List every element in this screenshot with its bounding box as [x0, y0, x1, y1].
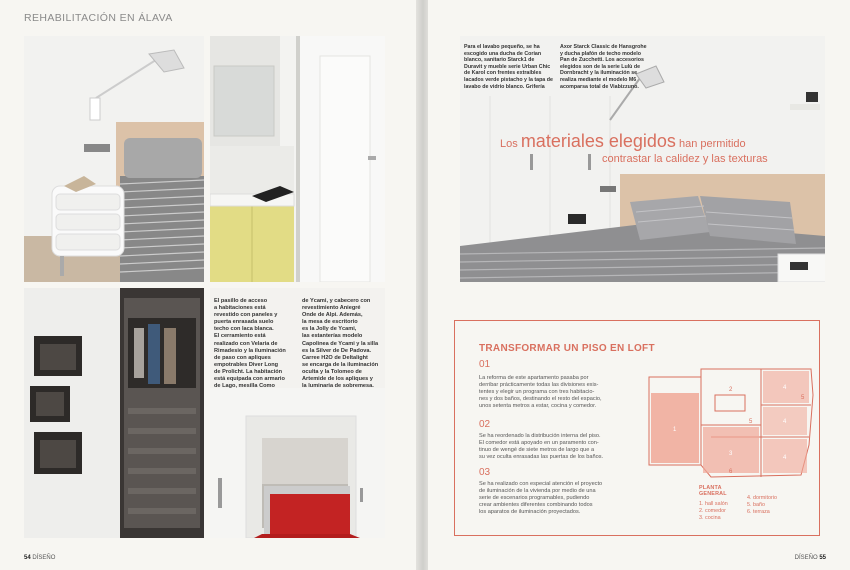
plan-label-4b: 4: [783, 419, 787, 425]
caption-col1: Para el lavabo pequeño, se ha escogido una ducha de Corian blanco, sanitario Starck1 de Duravit y mueble serie Urban Chic de Karol con frentes extraíbles lacados verde pistacho y la tapa de lavabo de vidrio blanco. Grifería: [464, 44, 553, 90]
plan-label-3: 3: [729, 451, 733, 457]
closet-photo: [24, 288, 204, 538]
legend-title: PLANTA GENERAL: [699, 485, 727, 497]
plan-label-4c: 4: [783, 455, 787, 461]
legend-col2: 4. dormitorio 5. baño 6. terraza: [747, 495, 777, 515]
body-text-col1: El pasillo de acceso a habitaciones está revestido con paneles y puerta enrasada suelo techo con laca blanca. El cerramiento está realizado con Velaria de Rimadesio y la iluminación de paso con apliques empotrables Diver Long de Prolicht. La habitación está equipada con armario de Lago, mesilla Como: [214, 298, 286, 390]
caption-col2: Axor Starck Classic de Hansgrohe y ducha plafón de techo modelo Pan de Zucchetti. Los accesorios elegidos son de la serie Lulù de Dornbracht y la iluminación se realiza mediante el modelo M6 acomparsa total de Viabizzuno.: [560, 44, 647, 90]
right-page: [428, 0, 850, 570]
folio-right: DÍSEÑO 55: [794, 555, 826, 561]
corridor-photo: [210, 288, 385, 538]
section-label: REHABILITACIÓN EN ÁLAVA: [24, 12, 173, 24]
folio-left: 54 DÍSEÑO: [24, 555, 56, 561]
bathroom-photo: [210, 36, 385, 282]
info-box-title: TRANSFORMAR UN PISO EN LOFT: [479, 343, 655, 354]
step-text-1: La reforma de este apartamento pasaba por derribar prácticamente todas las divisiones exis- tentes y elegir un programa con tres habitacio- nes y dos baños, destinando el resto del espacio, unos setenta metros a estar, cocina y comedor.: [479, 375, 602, 410]
plan-label-1: 1: [673, 427, 677, 433]
plan-label-5b: 5: [801, 395, 805, 401]
plan-label-6: 6: [729, 469, 733, 475]
plan-label-2: 2: [729, 387, 733, 393]
loft-info-box: [454, 320, 820, 536]
step-text-2: Se ha reordenado la distribución interna del piso. El comedor está apoyado en un paramento con- tinuo de wengé de siete metros de largo que a su vez oculta enrasadas las puertas de los baños.: [479, 433, 604, 461]
bedroom-photo: [24, 36, 204, 282]
legend-col1: 1. hall salón 2. comedor 3. cocina: [699, 501, 728, 521]
bedroom-wide-photo: [460, 36, 825, 282]
step-number-1: 01: [479, 359, 491, 370]
pull-quote: Los materiales elegidos han permitido contrastar la calidez y las texturas: [500, 131, 768, 165]
step-number-3: 03: [479, 467, 491, 478]
plan-label-5a: 5: [749, 419, 753, 425]
floor-plan-diagram: [641, 365, 817, 481]
plan-label-4a: 4: [783, 385, 787, 391]
step-text-3: Se ha realizado con especial atención el proyecto de iluminación de la vivienda por medio de una serie de escenarios programables, pudiendo crear ambientes diferentes combinando todos los aparatos de iluminación proyectados.: [479, 481, 603, 516]
step-number-2: 02: [479, 419, 491, 430]
left-page: [0, 0, 418, 570]
body-text-col2: de Ycami, y cabecero con revestimiento Aniegré Onde de Alpi. Además, la mesa de escritorio es la Jolly de Ycami, las estanterías modelo Capolinea de Ycami y la silla es la Silver de De Padova. Carree H2O de Deltalight se encarga de la iluminación oculta y la Tolomeo de Artemide de los apliques y la luminaria de sobremesa.: [302, 298, 379, 390]
